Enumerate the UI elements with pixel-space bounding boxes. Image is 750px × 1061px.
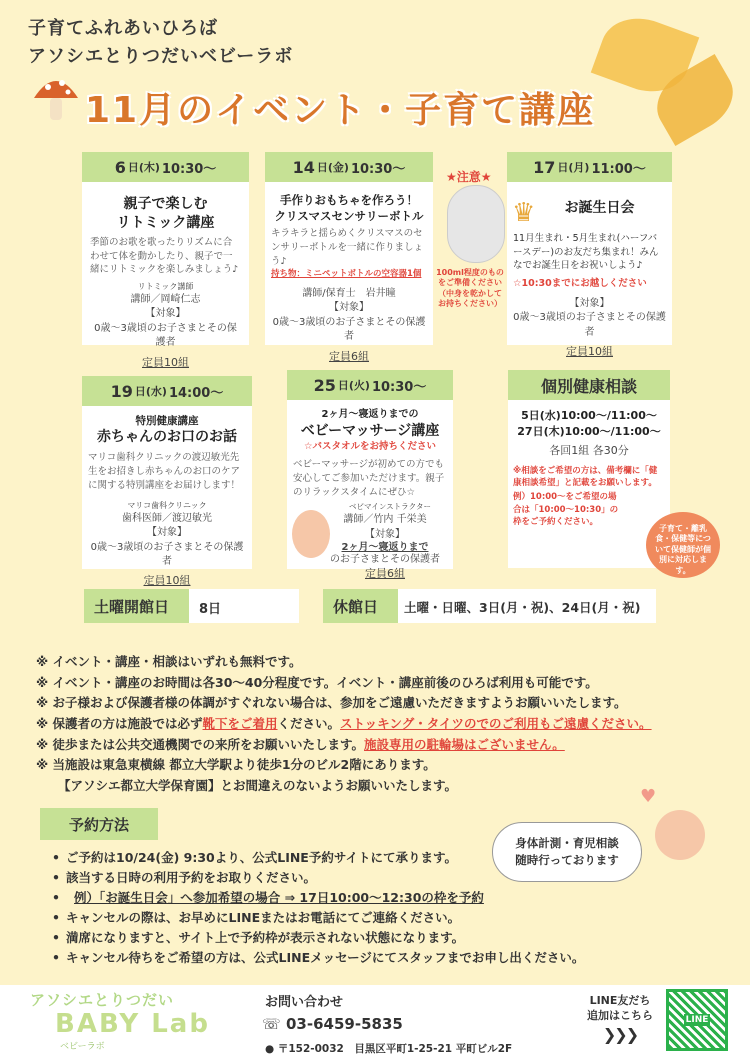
health-note: ※相談をご希望の方は、備考欄に「健康相談希望」と記載をお願いします。 — [513, 465, 658, 489]
target-label: 【対象】 — [365, 528, 405, 540]
bring-item: 持ち物：ミニペットボトルの空容器1個 — [271, 269, 422, 280]
reservation-heading-text: 予約方法 — [68, 815, 129, 834]
note-warning: 【アソシエ都立大学保育園】とお間違えのないようお願いいたします。 — [58, 777, 458, 793]
event-title: 赤ちゃんのお口のお話 — [97, 429, 237, 446]
saturday-open-label: 土曜開館日 — [84, 589, 189, 623]
event-title-line1: 手作りおもちゃを作ろう！ — [280, 193, 418, 207]
note-transport-b: 施設専用の駐輪場はございません。 — [364, 736, 565, 752]
event-time: 14:00〜 — [168, 385, 224, 401]
date-day: 日(月) — [557, 161, 590, 174]
baby-illustration — [292, 510, 330, 558]
baby-crawling-illustration — [655, 810, 705, 860]
consultation-bubble-line1: 身体計測・育児相談 — [515, 836, 619, 850]
reservation-heading — [40, 808, 158, 840]
target-label: 【対象】 — [329, 302, 369, 314]
reservation-item-3: • キャンセルの際は、お早めにLINEまたはお電話にてご連絡ください。 — [52, 908, 584, 928]
note-socks — [36, 714, 652, 735]
event-title: ベビーマッサージ講座 — [300, 422, 440, 439]
event-card-17 — [507, 155, 672, 359]
phone-number[interactable]: 03-6459-5835 — [286, 1015, 403, 1033]
capacity: 定員6組 — [365, 567, 405, 581]
date-number: 25 — [313, 375, 336, 395]
date-day: 日(火) — [337, 379, 370, 392]
address: 〒152-0032 目黒区平町1-25-21 平町ビル2F — [277, 1043, 513, 1055]
capacity: 定員10組 — [142, 355, 189, 369]
event-card-14 — [265, 155, 433, 363]
event-title-line2: クリスマスセンサリーボトル — [274, 208, 424, 223]
event-time: 10:30〜 — [350, 161, 406, 177]
note-location: ※ 当施設は東急東横線 都立大学駅より徒歩1分のビル2階にあります。 — [36, 757, 436, 773]
target-text: 0歳〜3歳頃のお子さまとその保護者 — [90, 541, 244, 568]
caution-body: 100ml程度のものをご準備ください（中身を乾かしてお持ちください） — [436, 268, 504, 309]
instructor-name: 講師/保育士 岩井瞳 — [302, 287, 396, 299]
saturday-open-date: 8日 — [199, 602, 222, 617]
crown-icon: ♛ — [512, 198, 536, 228]
target-label: 【対象】 — [569, 297, 610, 309]
health-example: 例）10:00〜をご希望の場合は「10:00〜10:30」の枠をご予約ください。 — [513, 492, 619, 528]
instructor-name: 講師／竹内 千栄美 — [343, 514, 427, 526]
date-day: 日(水) — [134, 385, 167, 398]
instructor-role: リトミック講師 — [137, 282, 194, 292]
event-date-14 — [265, 152, 433, 182]
bring-note: ☆バスタオルをお持ちください — [303, 441, 437, 453]
event-date-25 — [287, 370, 453, 400]
logo-sub-text: ベビーラボ — [60, 1042, 105, 1052]
event-title: お誕生日会 — [564, 200, 635, 216]
date-number: 17 — [533, 157, 556, 177]
event-description: 季節のお歌を歌ったりリズムに合わせて体を動かしたり、親子で一緒にリトミックを楽しみましょう♪ — [90, 236, 239, 276]
note-health: ※ お子様および保護者様の体調がすぐれない場合は、参加をご遠慮いただきますようお願いいたします。 — [36, 695, 627, 711]
logo-top-text: アソシエとりつだい — [30, 991, 175, 1009]
reservation-item-1: • ご予約は10/24(金) 9:30より、公式LINE予約サイトにて承ります。 — [52, 848, 584, 868]
target-text: 0歳〜3歳頃のお子さまとその保護者 — [272, 316, 426, 343]
date-number: 19 — [110, 381, 133, 401]
date-day: 日(金) — [316, 161, 349, 174]
footer — [0, 985, 750, 1061]
target-text: のお子さまとその保護者 — [330, 554, 440, 566]
closed-days-text: 土曜・日曜、3日(月・祝)、24日(月・祝) — [404, 600, 641, 615]
event-date-19 — [82, 376, 252, 406]
instructor-role: ベビマインストラクター — [349, 502, 431, 512]
event-date-6 — [82, 152, 249, 182]
arrows-icon: ❯❯❯ — [602, 1024, 638, 1044]
location-icon: ● — [265, 1043, 275, 1055]
logo-main-text: BABY Lab — [55, 1009, 210, 1039]
event-subtitle: 2ヶ月〜寝返りまでの — [321, 409, 419, 420]
facility-name-line1: 子育てふれあいひろば — [28, 18, 218, 39]
instructor-name: 歯科医師／渡辺敏光 — [122, 512, 212, 524]
reservation-item-example: • 例）「お誕生日会」へ参加希望の場合 ⇒ 17日10:00〜12:30の枠を予約 — [52, 888, 584, 908]
consultation-bubble — [492, 822, 642, 882]
event-time: 11:00〜 — [591, 161, 646, 177]
date-number: 6 — [114, 157, 126, 177]
event-description: マリコ歯科クリニックの渡辺敏光先生をお招きし赤ちゃんのお口のケアに関する特別講座をお届けします！ — [88, 452, 241, 491]
reservation-item-2: • 該当する日時の利用予約をお取りください。 — [52, 868, 584, 888]
line-qr-code[interactable] — [666, 989, 728, 1051]
event-date-17 — [507, 152, 672, 182]
note-transport-a: ※ 徒歩または公共交通機関での来所をお願いいたします。 — [36, 736, 365, 752]
instructor-name: 講師／岡崎仁志 — [130, 293, 201, 305]
health-slot-1: 5日(水)10:00〜/11:00〜 — [521, 409, 657, 422]
reservation-item-5: • キャンセル待ちをご希望の方は、公式LINEメッセージにてスタッフまでお申し出ください。 — [52, 948, 584, 968]
line-qr-label: LINE — [685, 1015, 709, 1025]
date-number: 14 — [292, 157, 315, 177]
health-title — [508, 370, 670, 400]
note-socks-c: ください。 — [277, 715, 341, 731]
line-label-2: 追加はこちら — [587, 1009, 653, 1023]
event-title-line1: 親子で楽しむ — [123, 196, 208, 212]
reservation-item-4: • 満席になりますと、サイト上で予約枠が表示されない状態になります。 — [52, 928, 584, 948]
date-day: 日(木) — [127, 161, 160, 174]
line-label-1: LINE友だち — [589, 994, 651, 1007]
note-free: ※ イベント・講座・相談はいずれも無料です。 — [36, 654, 302, 669]
note-socks-b: 靴下をご着用 — [202, 715, 278, 731]
target-text: 0歳〜3歳頃のお子さまとその保護者 — [513, 312, 666, 338]
closed-days-value — [398, 589, 656, 623]
heart-icon: ♥ — [640, 786, 657, 807]
page-title: 11月のイベント・子育て講座 — [85, 90, 596, 131]
event-title-line2: リトミック講座 — [116, 214, 215, 231]
closed-days-label: 休館日 — [323, 589, 398, 623]
target-label: 【対象】 — [147, 527, 187, 539]
event-description: 11月生まれ・5月生まれ(ハーフバースデー)のお友だち集まれ！みんなでお誕生日をお祝いしよう♪ — [513, 232, 659, 272]
health-bubble-text: 子育て・離乳食・保健等について保健師が個別に対応します。 — [655, 524, 711, 575]
phone-icon: ☏ — [262, 1015, 281, 1033]
consultation-bubble-line2: 随時行っております — [515, 853, 619, 868]
notes-section — [36, 652, 652, 796]
plastic-bottle-image — [447, 185, 505, 263]
mushroom-icon — [30, 70, 82, 126]
note-duration: ※ イベント・講座のお時間は各30〜40分程度です。イベント・講座前後のひろば利用も可能です。 — [36, 674, 598, 690]
event-time: 10:30〜 — [371, 379, 427, 395]
target-text: 0歳〜3歳頃のお子さまとその保護者 — [94, 322, 237, 349]
note-socks-a: ※ 保護者の方は施設では必ず — [36, 715, 203, 731]
arrival-note: ☆10:30までにお越しください — [513, 278, 647, 290]
health-slot-2: 27日(木)10:00〜/11:00〜 — [517, 424, 661, 438]
event-card-6 — [82, 155, 249, 369]
saturday-open-value — [189, 589, 299, 623]
capacity: 定員10組 — [566, 345, 613, 359]
capacity: 定員6組 — [329, 349, 369, 363]
event-subtitle: 特別健康講座 — [135, 415, 199, 427]
health-bubble — [646, 512, 720, 578]
target-age: 2ヶ月〜寝返りまで — [341, 542, 429, 554]
caution-title: ★注意★ — [446, 170, 492, 184]
target-label: 【対象】 — [145, 308, 186, 320]
event-description: キラキラと揺らめくクリスマスのセンサリーボトルを一緒に作りましょう♪ — [271, 228, 424, 267]
note-transport — [36, 735, 652, 756]
note-socks-d: ストッキング・タイツのでのご利用もご遠慮ください。 — [340, 715, 652, 731]
event-description: ベビーマッサージが初めての方でも安心してご参加いただけます。親子のリラックスタイムにぜひ☆ — [293, 459, 445, 498]
event-time: 10:30〜 — [161, 161, 217, 177]
health-slot-info: 各回1組 各30分 — [549, 443, 629, 457]
health-title-text: 個別健康相談 — [540, 376, 637, 396]
facility-name-line2: アソシエとりつだいベビーラボ — [28, 46, 294, 67]
instructor-role: マリコ歯科クリニック — [127, 501, 207, 511]
contact-label: お問い合わせ — [265, 995, 344, 1010]
capacity: 定員10組 — [143, 573, 191, 587]
